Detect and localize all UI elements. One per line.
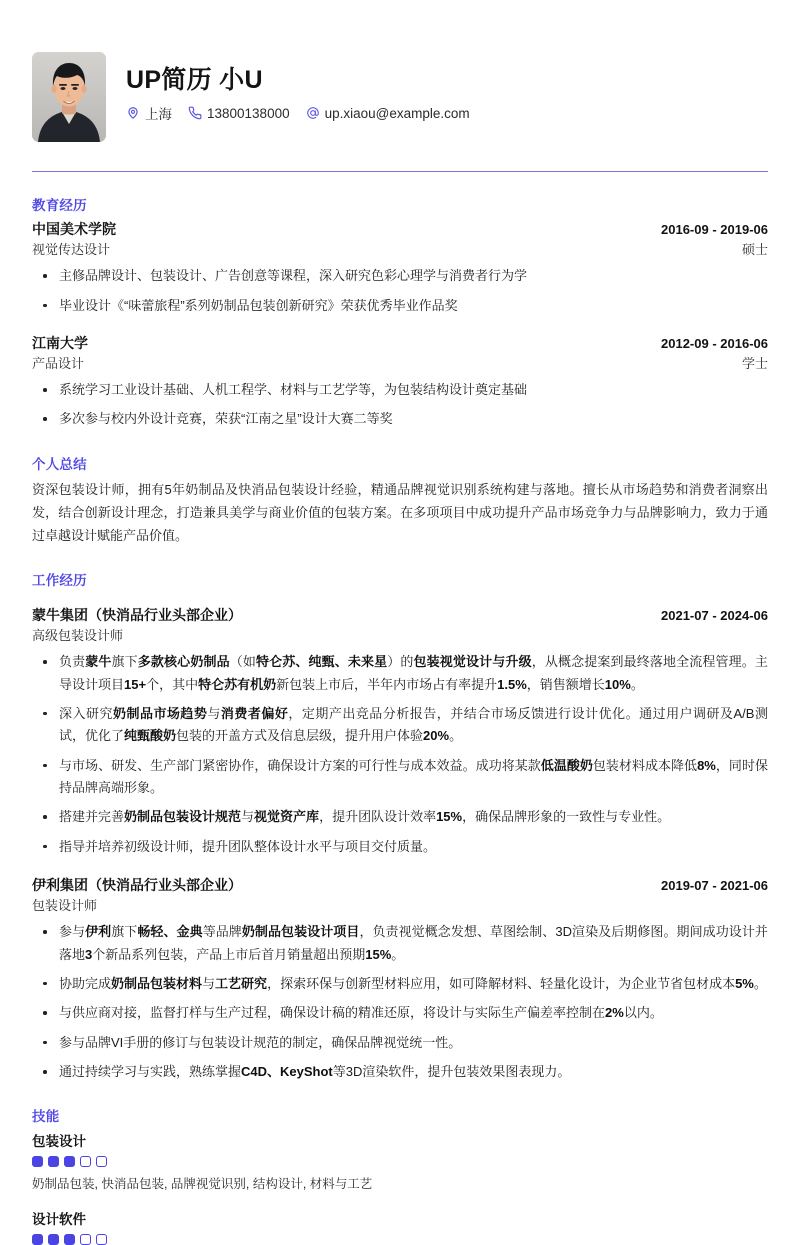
avatar — [32, 52, 106, 142]
list-item: 通过持续学习与实践，熟练掌握C4D、KeyShot等3D渲染软件，提升包装效果图表现力。 — [32, 1061, 768, 1083]
work-entry — [32, 875, 768, 1083]
list-item: 深入研究奶制品市场趋势与消费者偏好，定期产出竞品分析报告，并结合市场反馈进行设计优化。通过用户调研及A/B测试，优化了纯甄酸奶包装的开盖方式及信息层级，提升用户体验20%。 — [32, 703, 768, 748]
skill-level-dots — [32, 1234, 768, 1245]
contact-list — [126, 103, 479, 123]
skill-dot-empty — [80, 1234, 91, 1245]
education-major: 视觉传达设计 — [32, 242, 111, 257]
work-company: 蒙牛集团（快消品行业头部企业） — [32, 607, 242, 624]
list-item: 协助完成奶制品包装材料与工艺研究，探索环保与创新型材料应用，如可降解材料、轻量化设计，为企业节省包材成本5%。 — [32, 973, 768, 995]
skill-dot-filled — [48, 1234, 59, 1245]
skill-dot-filled — [32, 1156, 43, 1167]
list-item: 系统学习工业设计基础、人机工程学、材料与工艺学等，为包装结构设计奠定基础 — [32, 379, 768, 401]
education-bullets — [32, 379, 768, 431]
work-role: 包装设计师 — [32, 898, 98, 914]
skill-group — [32, 1208, 768, 1245]
skill-tags: 奶制品包装, 快消品包装, 品牌视觉识别, 结构设计, 材料与工艺 — [32, 1177, 373, 1192]
summary-text: 资深包装设计师，拥有5年奶制品及快消品包装设计经验，精通品牌视觉识别系统构建与落地。擅长从市场趋势和消费者洞察出发，结合创新设计理念，打造兼具美学与商业价值的包装方案。在多项项目中成功提升产品市场竞争力与品牌影响力，致力于通过卓越设计赋能产品价值。 — [32, 481, 768, 543]
skill-dot-filled — [64, 1156, 75, 1167]
education-degree: 学士 — [741, 355, 768, 371]
skill-dot-empty — [80, 1156, 91, 1167]
work-company: 伊利集团（快消品行业头部企业） — [32, 877, 242, 894]
education-period: 2016-09 - 2019-06 — [661, 222, 768, 237]
at-email-icon — [306, 106, 320, 120]
skill-group — [32, 1130, 768, 1194]
contact-email-value: up.xiaou@example.com — [324, 105, 470, 121]
skill-dot-empty — [96, 1156, 107, 1167]
section-summary — [28, 453, 772, 547]
skill-name: 设计软件 — [32, 1212, 86, 1228]
skill-dot-filled — [64, 1234, 75, 1245]
person-name: UP简历 小U — [126, 65, 263, 94]
list-item: 与市场、研发、生产部门紧密协作，确保设计方案的可行性与成本效益。成功将某款低温酸奶包装材料成本降低8%，同时保持品牌高端形象。 — [32, 755, 768, 800]
contact-location — [126, 103, 172, 123]
section-title-skills: 技能 — [32, 1109, 60, 1125]
contact-phone-value: 13800138000 — [207, 105, 290, 121]
list-item: 与供应商对接，监督打样与生产过程，确保设计稿的精准还原，将设计与实际生产偏差率控制在2%以内。 — [32, 1002, 768, 1024]
skill-dot-filled — [32, 1234, 43, 1245]
section-education — [28, 194, 772, 431]
list-item: 指导并培养初级设计师，提升团队整体设计水平与项目交付质量。 — [32, 836, 768, 858]
work-period: 2021-07 - 2024-06 — [661, 608, 768, 624]
location-pin-icon — [126, 106, 140, 120]
contact-email — [306, 106, 470, 121]
skill-dot-empty — [96, 1234, 107, 1245]
education-entry — [32, 333, 768, 431]
header-divider — [32, 171, 768, 172]
resume-header — [28, 0, 772, 142]
education-entry — [32, 219, 768, 317]
section-title-summary: 个人总结 — [32, 456, 87, 472]
contact-location-value: 上海 — [145, 107, 172, 123]
work-role: 高级包装设计师 — [32, 628, 124, 644]
list-item: 参与伊利旗下畅轻、金典等品牌奶制品包装设计项目，负责视觉概念发想、草图绘制、3D渲染及后期修图。期间成功设计并落地3个新品系列包装，产品上市后首月销量超出预期15%。 — [32, 921, 768, 966]
education-period: 2012-09 - 2016-06 — [661, 335, 768, 351]
list-item: 负责蒙牛旗下多款核心奶制品（如特仑苏、纯甄、未来星）的包装视觉设计与升级，从概念提案到最终落地全流程管理。主导设计项目15+个，其中特仑苏有机奶新包装上市后，半年内市场占有率提升1.5%，销售额增长10%。 — [32, 651, 768, 696]
section-skills — [28, 1105, 772, 1245]
list-item: 参与品牌VI手册的修订与包装设计规范的制定，确保品牌视觉统一性。 — [32, 1032, 768, 1054]
phone-icon — [188, 106, 202, 120]
section-work — [28, 569, 772, 1083]
education-bullets — [32, 265, 768, 317]
work-entry — [32, 605, 768, 858]
education-major: 产品设计 — [32, 355, 85, 371]
skill-level-dots — [32, 1156, 768, 1167]
skill-dot-filled — [48, 1156, 59, 1167]
list-item: 毕业设计《“味蕾旅程”系列奶制品包装创新研究》荣获优秀毕业作品奖 — [32, 295, 768, 317]
skill-name: 包装设计 — [32, 1134, 86, 1150]
list-item: 多次参与校内外设计竞赛，荣获“江南之星”设计大赛二等奖 — [32, 408, 768, 430]
education-degree: 硕士 — [741, 242, 768, 257]
list-item: 主修品牌设计、包装设计、广告创意等课程，深入研究色彩心理学与消费者行为学 — [32, 265, 768, 287]
list-item: 搭建并完善奶制品包装设计规范与视觉资产库，提升团队设计效率15%，确保品牌形象的一致性与专业性。 — [32, 806, 768, 828]
section-title-work: 工作经历 — [32, 573, 87, 589]
education-org: 中国美术学院 — [32, 221, 116, 237]
work-period: 2019-07 - 2021-06 — [661, 878, 768, 894]
education-org: 江南大学 — [32, 334, 88, 351]
identity-block — [126, 67, 479, 128]
work-bullets — [32, 651, 768, 858]
contact-phone — [188, 106, 290, 121]
work-bullets — [32, 921, 768, 1083]
section-title-education: 教育经历 — [32, 198, 87, 213]
